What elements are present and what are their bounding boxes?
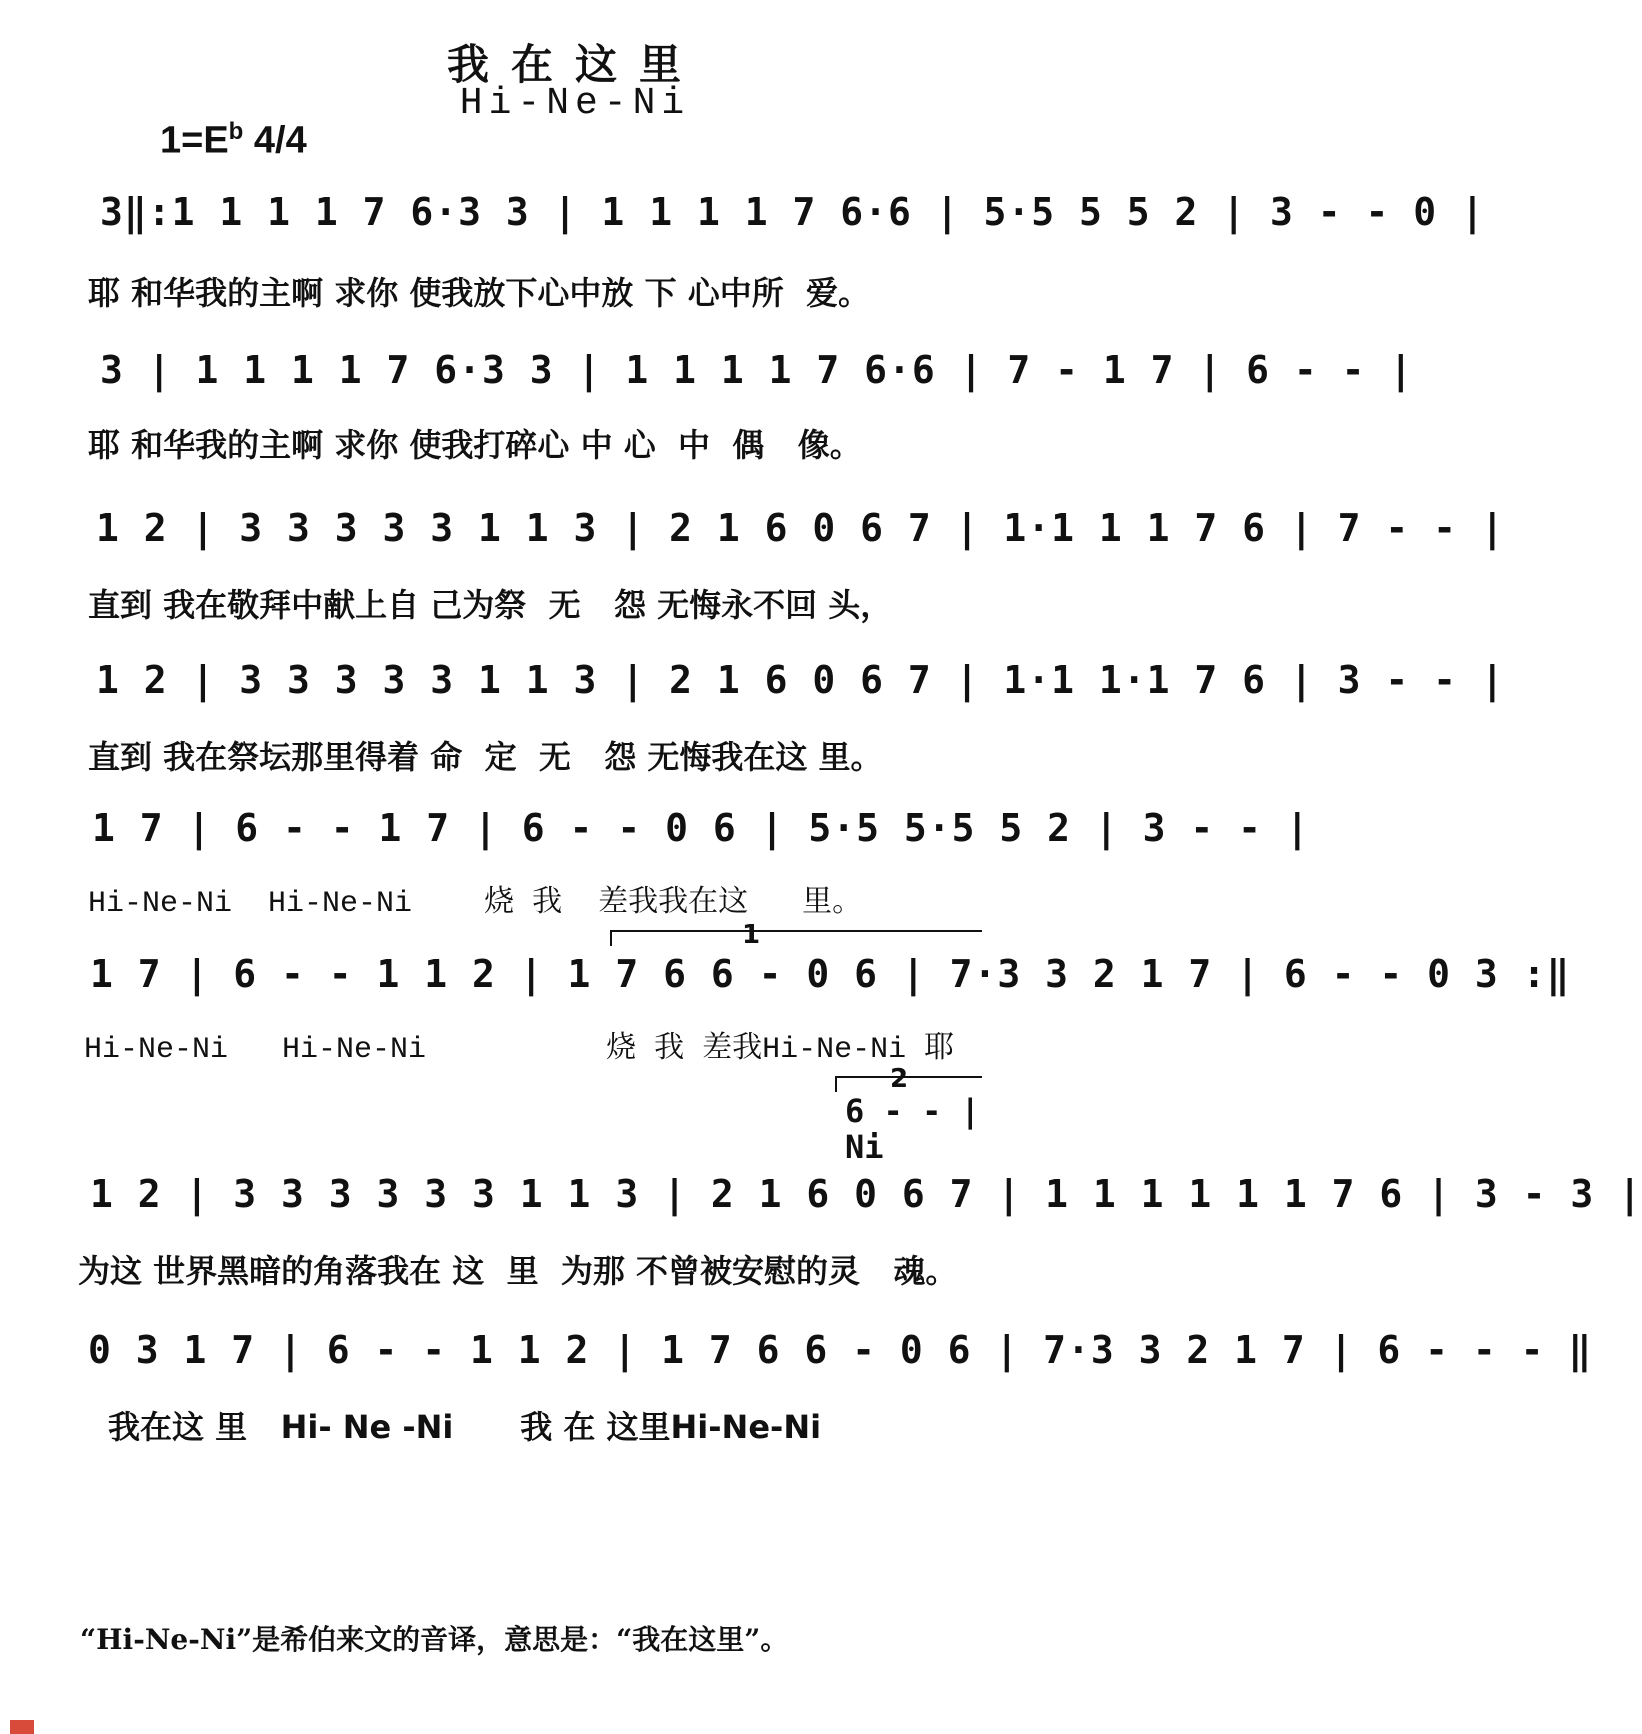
song-subtitle: Hi-Ne-Ni [459, 82, 691, 125]
ending-2-lyric: Ni [845, 1128, 884, 1166]
lyric-line-1: 耶 和华我的主啊 求你 使我放下心中放 下 心中所 爱。 [88, 274, 870, 312]
volta-1-label: 1 [742, 920, 761, 950]
corner-mark [10, 1720, 34, 1734]
notation-line-7: 1 2 | 3 3 3 3 3 3 1 1 3 | 2 1 6 0 6 7 | 1 1 1 1 1 1 7 6 | 3 - 3 | [90, 1172, 1642, 1216]
volta-2-bracket [835, 1076, 982, 1092]
song-title: 我在这里 [446, 40, 703, 89]
volta-2-label: 2 [890, 1064, 909, 1094]
time-signature: 4/4 [253, 119, 307, 162]
notation-line-8: 0 3 1 7 | 6 - - 1 1 2 | 1 7 6 6 - 0 6 | 7·3 3 2 1 7 | 6 - - - ‖ [88, 1328, 1593, 1372]
key-signature [160, 118, 307, 163]
lyric-line-7: 为这 世界黑暗的角落我在 这 里 为那 不曾被安慰的灵 魂。 [78, 1252, 958, 1290]
volta-1-bracket [610, 930, 982, 946]
notation-line-6: 1 7 | 6 - - 1 1 2 | 1 7 6 6 - 0 6 | 7·3 3 2 1 7 | 6 - - 0 3 :‖ [90, 952, 1571, 996]
notation-line-5: 1 7 | 6 - - 1 7 | 6 - - 0 6 | 5·5 5·5 5 2 | 3 - - | [92, 806, 1310, 850]
ending-2-notes: 6 - - | [845, 1092, 980, 1130]
lyric-line-6: Hi-Ne-Ni Hi-Ne-Ni 烧 我 差我Hi-Ne-Ni 耶 [84, 1033, 955, 1067]
notation-line-3: 1 2 | 3 3 3 3 3 1 1 3 | 2 1 6 0 6 7 | 1·1 1 1 7 6 | 7 - - | [96, 506, 1505, 550]
notation-line-4: 1 2 | 3 3 3 3 3 1 1 3 | 2 1 6 0 6 7 | 1·1 1·1 7 6 | 3 - - | [96, 658, 1505, 702]
notation-line-2: 3 | 1 1 1 1 7 6·3 3 | 1 1 1 1 7 6·6 | 7 - 1 7 | 6 - - | [100, 348, 1414, 392]
footnote: “Hi-Ne-Ni”是希伯来文的音译，意思是：“我在这里”。 [80, 1623, 789, 1656]
notation-line-1: 3‖:1 1 1 1 7 6·3 3 | 1 1 1 1 7 6·6 | 5·5 5 5 2 | 3 - - 0 | [100, 190, 1485, 234]
lyric-line-5: Hi-Ne-Ni Hi-Ne-Ni 烧 我 差我我在这 里。 [88, 887, 863, 921]
key-flat: b [228, 118, 244, 145]
lyric-line-3: 直到 我在敬拜中献上自 己为祭 无 怨 无悔永不回 头， [88, 586, 893, 624]
lyric-line-4: 直到 我在祭坛那里得着 命 定 无 怨 无悔我在这 里。 [88, 738, 883, 776]
lyric-line-8: 我在这 里 Hi- Ne -Ni 我 在 这里Hi-Ne-Ni [108, 1408, 822, 1446]
key-text: 1=E [160, 119, 229, 162]
lyric-line-2: 耶 和华我的主啊 求你 使我打碎心 中 心 中 偶 像。 [88, 426, 862, 464]
